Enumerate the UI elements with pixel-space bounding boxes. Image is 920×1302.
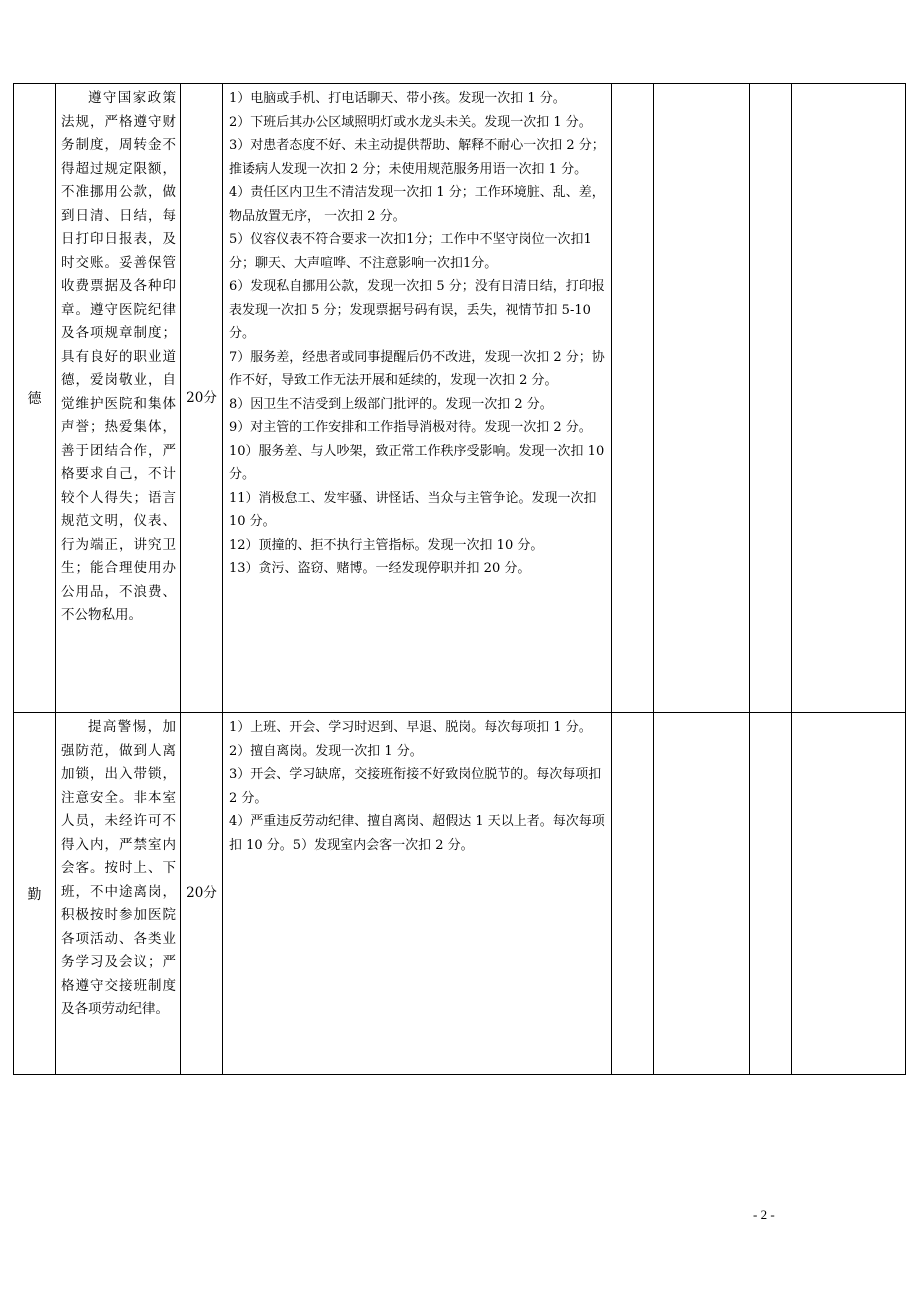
empty-cell [750,84,792,713]
rule-item: 8）因卫生不洁受到上级部门批评的。发现一次扣 2 分。 [229,396,553,412]
score-cell: 20分 [181,713,223,1075]
empty-cell [654,84,750,713]
table-row-qin [14,713,906,1075]
empty-cell [792,84,906,713]
empty-cell [654,713,750,1075]
rule-item: 5）仪容仪表不符合要求一次扣1分；工作中不坚守岗位一次扣1分；聊天、大声喧哗、不注意影响一次扣1分。 [229,232,592,271]
deduction-rules-cell [223,713,612,1075]
category-cell: 德 [14,84,56,713]
rule-item: 12）顶撞的、拒不执行主管指标。发现一次扣 10 分。 [229,537,544,553]
rule-item: 2）下班后其办公区域照明灯或水龙头未关。发现一次扣 1 分。 [229,114,592,130]
score-cell: 20分 [181,84,223,713]
watermark: www.zixin.com.cn [370,599,781,655]
rule-item: 4）严重违反劳动纪律、擅自离岗、超假达 1 天以上者。每次每项扣 10 分。5）发现室内会客一次扣 2 分。 [229,814,605,853]
rule-item: 10）服务差、与人吵架，致正常工作秩序受影响。发现一次扣 10 分。 [229,443,605,482]
deduction-rules-cell [223,84,612,713]
rule-item: 7）服务差，经患者或同事提醒后仍不改进，发现一次扣 2 分；协作不好，导致工作无法开展和延续的，发现一次扣 2 分。 [229,349,605,388]
rule-item: 3）开会、学习缺席，交接班衔接不好致岗位脱节的。每次每项扣 2 分。 [229,767,602,806]
table-row-de [14,84,906,713]
empty-cell [750,713,792,1075]
requirement-cell: 遵守国家政策法规，严格遵守财务制度，周转金不得超过规定限额，不准挪用公款，做到日清、日结，每日打印日报表，及时交账。妥善保管收费票据及各种印章。遵守医院纪律及各项规章制度；具有良好的职业道德，爱岗敬业，自觉维护医院和集体声誉；热爱集体，善于团结合作，严格要求自己，不计较个人得失；语言规范文明，仪表、行为端正，讲究卫生；能合理使用办公用品，不浪费、不公物私用。 [56,84,181,713]
rule-item: 6）发现私自挪用公款，发现一次扣 5 分；没有日清日结，打印报表发现一次扣 5 分；发现票据号码有误，丢失，视情节扣 5-10 分。 [229,279,605,341]
category-cell: 勤 [14,713,56,1075]
rule-item: 1）电脑或手机、打电话聊天、带小孩。发现一次扣 1 分。 [229,91,566,106]
empty-cell [792,713,906,1075]
rule-item: 3）对患者态度不好、未主动提供帮助、解释不耐心一次扣 2 分；推诿病人发现一次扣 2 分；未使用规范服务用语一次扣 1 分。 [229,138,605,177]
empty-cell [612,84,654,713]
rule-item: 2）擅自离岗。发现一次扣 1 分。 [229,743,423,759]
rule-item: 11）消极怠工、发牢骚、讲怪话、当众与主管争论。发现一次扣 10 分。 [229,490,597,529]
empty-cell [612,713,654,1075]
rule-item: 4）责任区内卫生不清洁发现一次扣 1 分；工作环境脏、乱、差，物品放置无序， 一次扣 2 分。 [229,185,605,224]
evaluation-table [13,83,906,1075]
requirement-cell: 提高警惕，加强防范，做到人离加锁，出入带锁，注意安全。非本室人员，未经许可不得入内，严禁室内会客。按时上、下班，不中途离岗，积极按时参加医院各项活动、各类业务学习及会议；严格遵守交接班制度及各项劳动纪律。 [56,713,181,1075]
rule-item: 9）对主管的工作安排和工作指导消极对待。发现一次扣 2 分。 [229,420,592,435]
rule-item: 1）上班、开会、学习时迟到、早退、脱岗。每次每项扣 1 分。 [229,720,592,735]
page-number: - 2 - [753,1207,775,1222]
rule-item: 13）贪污、盗窃、赌博。一经发现停职并扣 20 分。 [229,561,531,576]
